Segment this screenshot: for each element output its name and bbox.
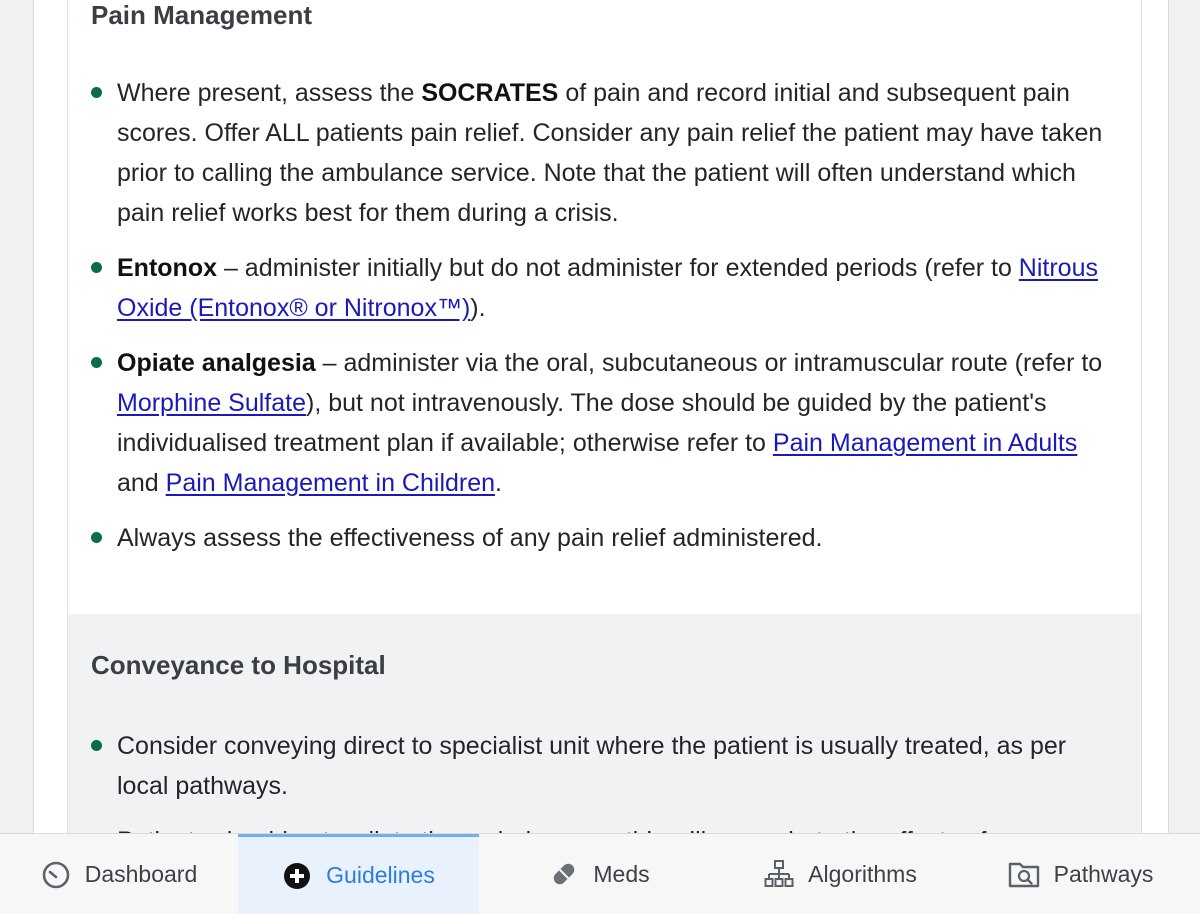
pain-bullet-list [91,73,1121,573]
nav-meds[interactable] [479,834,720,914]
bullet-dot-icon [91,740,102,751]
bullet-text: and [117,469,166,497]
bullet-dot-icon [91,357,102,368]
dashboard-icon [41,859,71,889]
bottom-nav [0,833,1200,914]
hierarchy-icon [764,859,794,889]
list-item [91,343,1121,503]
nav-label: Guidelines [326,862,435,888]
bullet-text: – administer initially but do not administer for extended periods (refer to [217,254,1019,282]
nitrous-oxide-link[interactable]: Nitrous Oxide (Entonox® or Nitronox™) [117,254,1098,322]
bullet-dot-icon [91,532,102,543]
bullet-dot-icon [91,87,102,98]
pain-management-section [67,0,1142,615]
nav-label: Algorithms [808,860,917,887]
guidelines-plus-icon [282,861,312,891]
bullet-text: of pain and record initial and subsequent pain scores. Offer ALL patients pain relief. Consider any pain relief the patient may have taken prior to calling the ambulance service. Note that the patient will often understand which pain relief works best for them during a crisis. [117,79,1103,227]
bullet-text: – administer via the oral, subcutaneous or intramuscular route (refer to [315,349,1103,377]
nav-label: Dashboard [84,860,198,887]
bullet-text: Consider conveying direct to specialist unit where the patient is usually treated, as per local pathways. [117,732,1067,800]
pain-management-adults-link[interactable]: Pain Management in Adults [772,429,1078,457]
morphine-sulfate-link[interactable]: Morphine Sulfate [117,389,307,417]
nav-label: Meds [593,860,650,887]
section-title: Conveyance to Hospital [91,650,386,680]
bullet-strong: Opiate analgesia [117,349,316,377]
nav-guidelines[interactable] [238,834,479,914]
folder-search-icon [1008,859,1040,889]
nav-dashboard[interactable] [0,834,238,914]
pill-icon [549,859,579,889]
section-title: Pain Management [91,0,313,30]
list-item [91,73,1121,233]
nav-pathways[interactable] [961,834,1200,914]
list-item [91,518,1121,558]
bullet-text: ), but not intravenously. The dose should be guided by the patient's individualised treatment plan if available; otherwise refer to [117,389,1047,457]
bullet-text: Where present, assess the [117,79,422,107]
nav-label: Pathways [1053,860,1154,887]
bullet-strong: Entonox [117,254,217,282]
bullet-dot-icon [91,262,102,273]
pain-management-children-link[interactable]: Pain Management in Children [165,469,496,497]
list-item [91,726,1121,806]
bullet-text: Always assess the effectiveness of any pain relief administered. [117,524,823,552]
bullet-text: . [495,469,502,497]
bullet-strong: SOCRATES [421,79,559,107]
bullet-text: ). [470,294,486,322]
nav-algorithms[interactable] [720,834,961,914]
list-item [91,248,1121,328]
